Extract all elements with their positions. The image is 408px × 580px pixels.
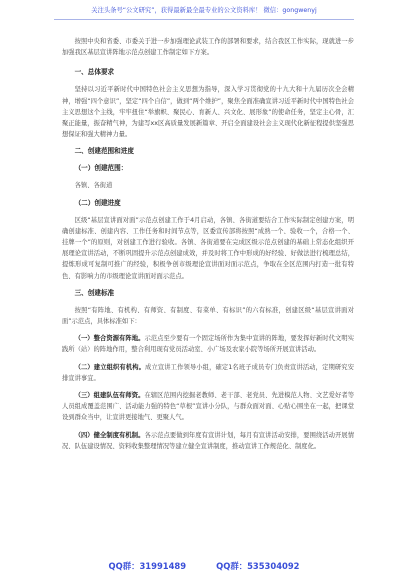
standard-item-2 bbox=[62, 362, 354, 384]
footer-contact bbox=[0, 559, 408, 573]
document-body bbox=[62, 36, 354, 458]
section-2-progress-paragraph: 区级“基层宣讲面对面”示范点创建工作于4月启动，各镇、各街道要结合工作实际制定创建方案，明确创建标准、创建内容、工作任务和时间节点等，区委宣传部将按照“成熟一个、验收一个，合格一个、挂牌一个”的原则，对创建工作进行验收。各镇、各街道要在完成区级示范点创建的基础上常态化组织开展理论宣讲活动，不断巩固提升示范点创建成效，并及时将工作中形成的好经验、好做法进行梳理总结，提炼形成可复制可推广的经验，积极争创市级理论宣讲面对面示范点，争取在全区范围内打造一批有特色、有影响力的市级理论宣讲面对面示范点。 bbox=[62, 216, 354, 280]
standard-item-4 bbox=[62, 430, 354, 452]
standard-item-3-head: （三）组建队伍有师资。 bbox=[74, 392, 145, 400]
standard-item-3 bbox=[62, 390, 354, 424]
header-banner: 关注头条号“公文研究”，获得最新最全最专业的公文资料库！ 微信：gongwenyj bbox=[91, 7, 317, 14]
standard-item-2-head: （二）建立组织有机构。 bbox=[74, 363, 146, 371]
section-2-scope-text: 各镇、各街道 bbox=[74, 182, 113, 190]
footer-qq-group-1: QQ群：31991489 bbox=[108, 561, 187, 571]
section-3-heading: 三、创建标准 bbox=[74, 288, 115, 297]
standard-item-1-text: 示范点至少要有一个固定场所作为集中宣讲的阵地，要发挥好新时代文明实践所（站）的阵地作用，整合利用现有党员活动室、小广场及农家小院等场所开展宣讲活动。 bbox=[62, 335, 355, 354]
standard-item-2-text: 成立宣讲工作领导小组，確定1名班子成员专门负责宣讲活动，定期研究安排宣讲事宜。 bbox=[62, 363, 354, 382]
standard-item-3-text: 在辖区范围内挖掘老教师、老干部、老党员、先进模范人物、文艺爱好者等人员组成覆盖范围广、活动能力强的特色“草根”宣讲小分队，与群众面对面、心贴心围坐在一起，把课堂设到群众当中，让宣讲更接地气、更聚人气。 bbox=[62, 392, 355, 422]
lead-paragraph: 按照中央和省委、市委关于进一步加强理论武装工作的部署和要求，结合我区工作实际，现就进一步加强我区基层宣讲阵地示范点创建工作制定如下方案。 bbox=[62, 38, 354, 57]
standard-item-1-head: （一）整合资源有阵地。 bbox=[74, 335, 145, 343]
section-1-heading: 一、总体要求 bbox=[74, 68, 115, 77]
header-divider bbox=[54, 19, 354, 20]
standard-item-4-head: （四）健全制度有机制。 bbox=[74, 431, 145, 439]
section-2-heading: 二、创建范围和进度 bbox=[74, 147, 134, 156]
standard-item-1 bbox=[62, 333, 354, 355]
standard-item-4-text: 各示范点要做到年度有宣讲计划，每月有宣讲活动安排，要围绕活动开展情况、队伍建设情况、资料收集整理情况等建立健全宣讲制度，推动宣讲工作规范化、制度化。 bbox=[62, 431, 355, 450]
section-1-paragraph: 坚持以习近平新时代中国特色社会主义思想为指导，深入学习贯彻党的十九大和十九届历次全会精神，增强“四个意识”，坚定“四个自信”，做到“两个维护”，聚焦全面准确宣讲习近平新时代中国特色社会主义思想这个主线，牢牢扭住“举旗帜、聚民心、育新人、兴文化、展形象”的使命任务，坚定主心骨，汇聚正能量，振奋精气神，为建写xx区高质量发展新篇章、开启全面建设社会主义现代化新征程提供坚强思想保证和强大精神力量。 bbox=[62, 86, 354, 139]
section-2-subheading-scope: （一）创建范围： bbox=[74, 164, 128, 173]
section-3-intro: 按照“有阵地、有机构、有师资、有制度、有菜单、有标识”的六有标准，创建区级“基层宣讲面对面”示范点，具体标准如下： bbox=[62, 306, 354, 326]
footer-qq-group-2: QQ群：535304092 bbox=[216, 561, 300, 571]
section-2-subheading-progress: （二）创建进度 bbox=[74, 198, 121, 207]
